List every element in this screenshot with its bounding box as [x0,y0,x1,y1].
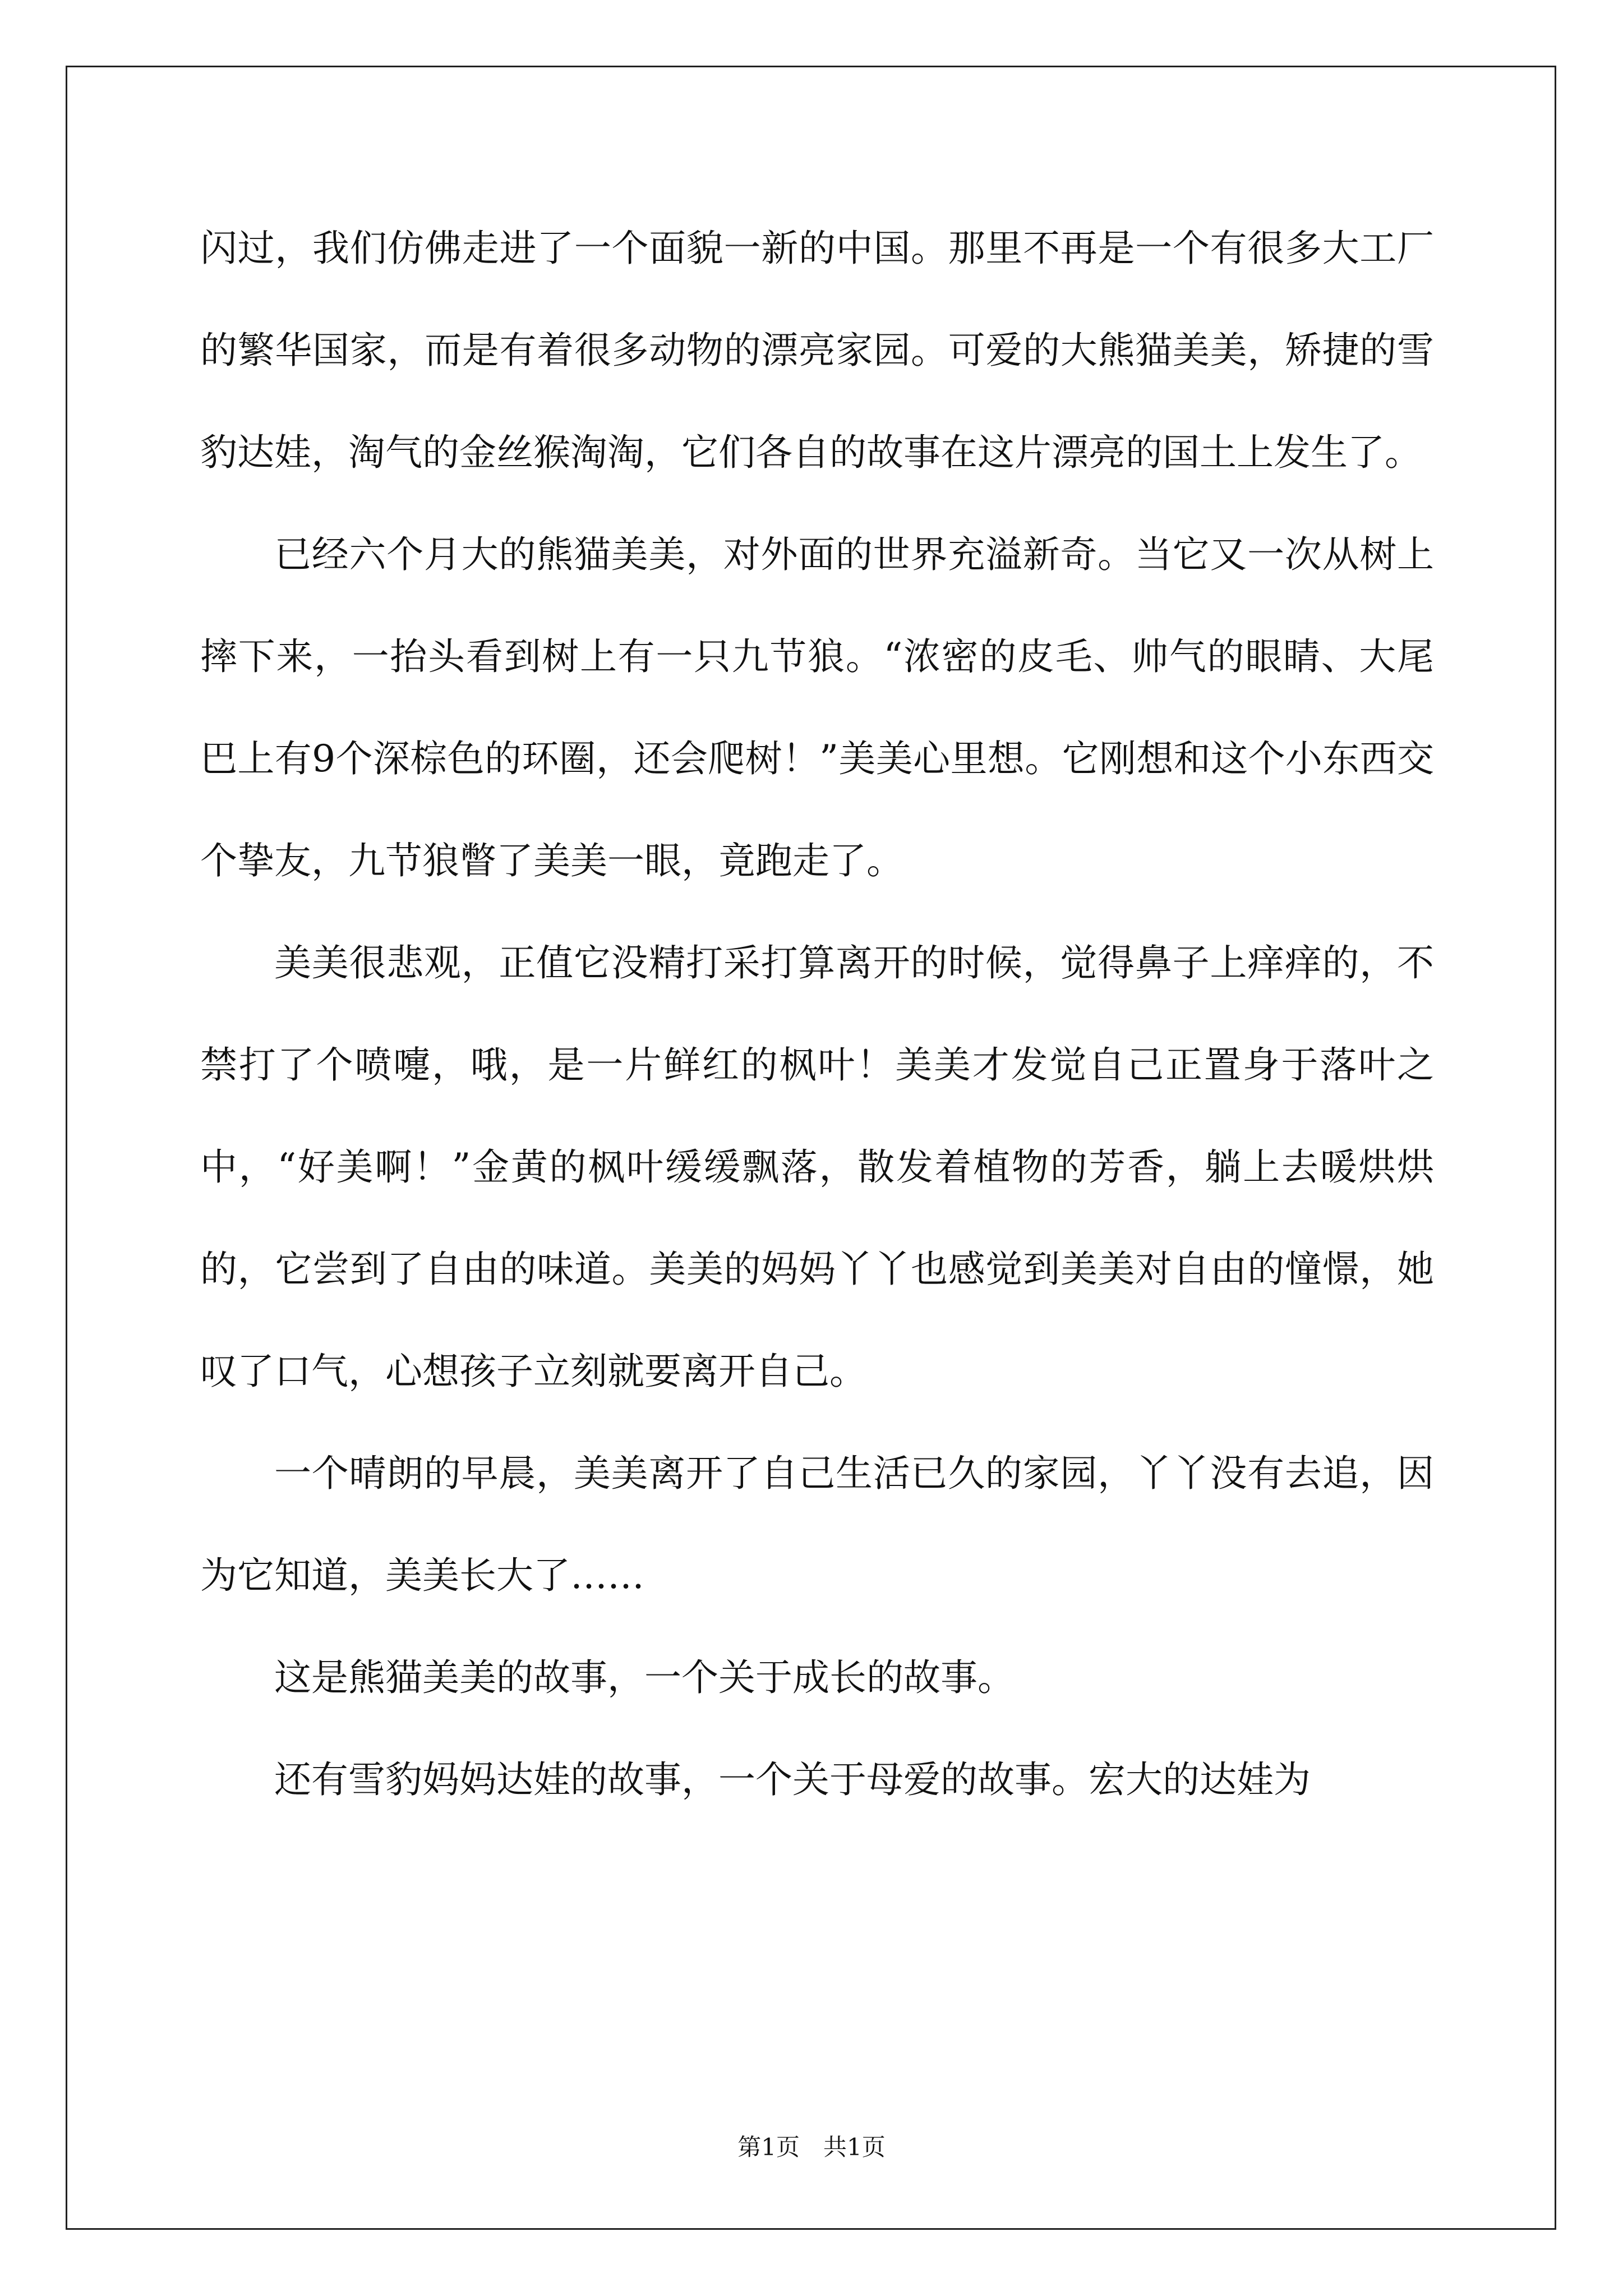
paragraph-2: 已经六个月大的熊猫美美，对外面的世界充溢新奇。当它又一次从树上摔下来，一抬头看到树上有一只九节狼。“浓密的皮毛、帅气的眼睛、大尾巴上有9个深棕色的环圈，还会爬树！”美美心里想。它刚想和这个小东西交个挚友，九节狼瞥了美美一眼，竟跑走了。 [200,533,1434,882]
document-body [200,197,1434,1831]
paragraph-3: 美美很悲观，正值它没精打采打算离开的时候，觉得鼻子上痒痒的，不禁打了个喷嚏，哦，是一片鲜红的枫叶！美美才发觉自己正置身于落叶之中，“好美啊！”金黄的枫叶缓缓飘落，散发着植物的芳香，躺上去暖烘烘的，它尝到了自由的味道。美美的妈妈丫丫也感觉到美美对自由的憧憬，她叹了口气，心想孩子立刻就要离开自己。 [200,941,1434,1393]
paragraph-5: 这是熊猫美美的故事，一个关于成长的故事。 [274,1656,1015,1699]
paragraph-4: 一个晴朗的早晨，美美离开了自己生活已久的家园，丫丫没有去追，因为它知道，美美长大了…… [200,1452,1434,1597]
paragraph-6: 还有雪豹妈妈达娃的故事，一个关于母爱的故事。宏大的达娃为 [274,1758,1311,1801]
paragraph-1: 闪过，我们仿佛走进了一个面貌一新的中国。那里不再是一个有很多大工厂的繁华国家，而是有着很多动物的漂亮家园。可爱的大熊猫美美，矫捷的雪豹达娃，淘气的金丝猴淘淘，它们各自的故事在这片漂亮的国土上发生了。 [200,227,1434,474]
page-number-footer: 第1页 共1页 [737,2133,886,2161]
